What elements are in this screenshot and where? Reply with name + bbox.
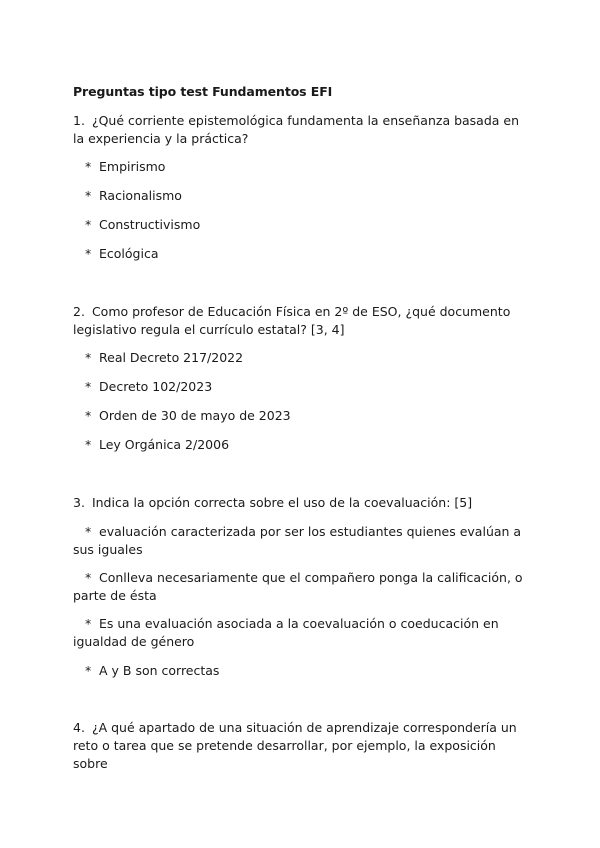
question-number: 4. bbox=[73, 720, 85, 735]
question-number: 2. bbox=[73, 304, 85, 319]
question-3-option bbox=[73, 615, 533, 651]
question-3 bbox=[73, 494, 533, 512]
bullet-icon: * bbox=[85, 246, 92, 261]
question-text: ¿A qué apartado de una situación de aprendizaje correspondería un reto o tarea que se pretende desarrollar, por ejemplo, la exposición sobre bbox=[73, 720, 517, 771]
document-title: Preguntas tipo test Fundamentos EFI bbox=[73, 84, 333, 99]
question-2-option bbox=[85, 436, 229, 454]
bullet-icon: * bbox=[85, 159, 92, 174]
option-label: Racionalismo bbox=[99, 188, 182, 203]
question-2-option bbox=[85, 378, 212, 396]
option-label: Decreto 102/2023 bbox=[99, 379, 213, 394]
option-label: Ley Orgánica 2/2006 bbox=[99, 437, 230, 452]
bullet-icon: * bbox=[85, 379, 92, 394]
question-1-option bbox=[85, 187, 182, 205]
option-label: Ecológica bbox=[99, 246, 159, 261]
question-3-option bbox=[73, 569, 533, 605]
bullet-icon: * bbox=[85, 524, 92, 539]
option-label: Es una evaluación asociada a la coevaluación o coeducación en igualdad de género bbox=[73, 616, 499, 649]
question-2-option bbox=[85, 349, 243, 367]
question-number: 1. bbox=[73, 113, 85, 128]
question-1-option bbox=[85, 158, 165, 176]
option-label: evaluación caracterizada por ser los estudiantes quienes evalúan a sus iguales bbox=[73, 524, 522, 557]
question-1-option bbox=[85, 216, 200, 234]
bullet-icon: * bbox=[85, 217, 92, 232]
question-3-option bbox=[73, 523, 533, 559]
bullet-icon: * bbox=[85, 570, 92, 585]
bullet-icon: * bbox=[85, 663, 92, 678]
bullet-icon: * bbox=[85, 616, 92, 631]
option-label: Real Decreto 217/2022 bbox=[99, 350, 244, 365]
question-2-option bbox=[85, 407, 291, 425]
question-text: Como profesor de Educación Física en 2º de ESO, ¿qué documento legislativo regula el currículo estatal? [3, 4] bbox=[73, 304, 511, 337]
question-1 bbox=[73, 112, 533, 148]
option-label: A y B son correctas bbox=[99, 663, 220, 678]
option-label: Conlleva necesariamente que el compañero ponga la calificación, o parte de ésta bbox=[73, 570, 523, 603]
question-number: 3. bbox=[73, 495, 85, 510]
question-1-option bbox=[85, 245, 158, 263]
option-label: Constructivismo bbox=[99, 217, 201, 232]
question-2 bbox=[73, 303, 533, 339]
question-4 bbox=[73, 719, 533, 773]
bullet-icon: * bbox=[85, 188, 92, 203]
question-text: Indica la opción correcta sobre el uso de la coevaluación: [5] bbox=[91, 495, 473, 510]
bullet-icon: * bbox=[85, 350, 92, 365]
bullet-icon: * bbox=[85, 437, 92, 452]
option-label: Orden de 30 de mayo de 2023 bbox=[99, 408, 291, 423]
bullet-icon: * bbox=[85, 408, 92, 423]
question-text: ¿Qué corriente epistemológica fundamenta la enseñanza basada en la experiencia y la práctica? bbox=[73, 113, 520, 146]
option-label: Empirismo bbox=[99, 159, 166, 174]
question-3-option bbox=[85, 662, 219, 680]
